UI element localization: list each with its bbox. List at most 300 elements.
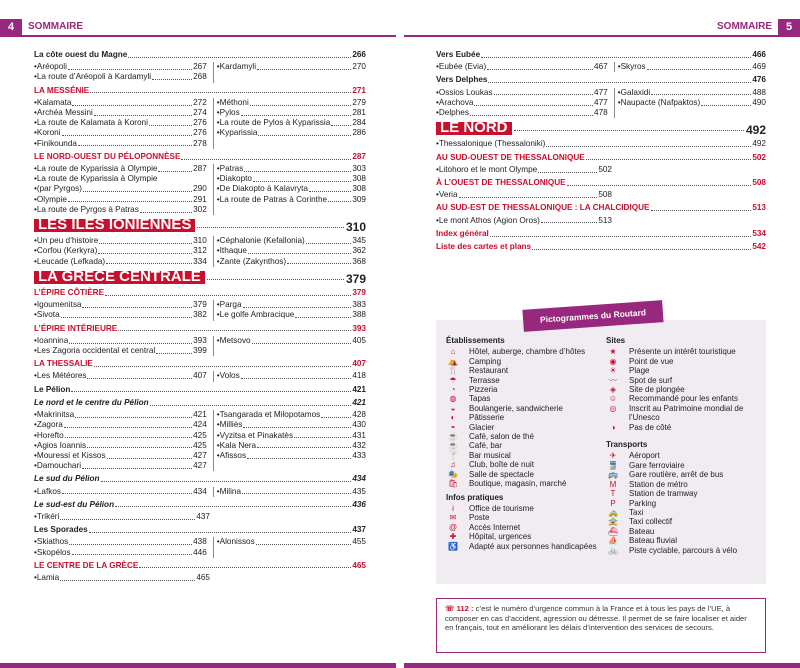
- toc-item-page: 490: [752, 97, 766, 107]
- toc-item-label: Trikéri: [36, 511, 60, 521]
- section-messenie-col1: [34, 98, 207, 149]
- toc-item-leader: [68, 62, 192, 70]
- toc-item-bullet: •: [34, 174, 37, 184]
- toc-item-leader: [331, 118, 351, 126]
- section-cartes-leader: [532, 242, 751, 250]
- toc-item-leader: [149, 118, 192, 126]
- toc-item-bullet: •: [436, 164, 439, 174]
- toc-item-leader: [69, 537, 192, 545]
- transports-item: [606, 480, 764, 489]
- toc-item-leader: [252, 336, 352, 344]
- section-nordouest: [34, 152, 366, 162]
- etab-icon: ⛺: [448, 356, 458, 366]
- toc-item-page: 399: [193, 346, 207, 356]
- toc-item: [34, 512, 210, 522]
- toc-item: [217, 451, 366, 461]
- sites-icon: ◎: [609, 403, 617, 413]
- transports-label: Aéroport: [629, 451, 660, 461]
- toc-item-leader: [78, 139, 192, 147]
- toc-item-page: 469: [752, 62, 766, 72]
- toc-item-label: La route de Kalamata à Koroni: [36, 118, 148, 128]
- toc-item-bullet: •: [216, 300, 220, 310]
- toc-item-bullet: •: [34, 310, 37, 320]
- toc-item-label: Méthoni: [219, 97, 249, 107]
- section-centre-label: LE CENTRE DE LA GRÈCE: [34, 560, 139, 570]
- toc-item-label: Kyparissia: [219, 128, 258, 138]
- sites-icon: ☺: [608, 394, 618, 404]
- toc-item-label: Corfou (Kerkyra): [36, 246, 98, 256]
- toc-item: [34, 300, 207, 310]
- toc-item-label: La route de Kyparissia à Olympie: [36, 174, 158, 184]
- toc-item-leader: [156, 346, 192, 354]
- section-centre-items: [34, 573, 366, 583]
- toc-item-leader: [75, 410, 192, 418]
- pictogrammes-title: Pictogrammes du Routard: [522, 300, 663, 332]
- section-ioniennes-col2: [213, 236, 366, 267]
- toc-item-leader: [257, 441, 351, 449]
- toc-item-leader: [62, 487, 192, 495]
- toc-item-page: 405: [352, 335, 366, 345]
- toc-item-page: 433: [352, 450, 366, 460]
- toc-item-label: Horefto: [36, 430, 64, 440]
- section-ouest-label: À L’OUEST DE THESSALONIQUE: [436, 178, 566, 188]
- section-sudouest-leader: [586, 153, 752, 161]
- toc-item-label: Kalamata: [36, 97, 72, 107]
- etab-title: Établissements: [446, 336, 505, 345]
- toc-item-label: Afissos: [219, 450, 247, 460]
- toc-item-page: 345: [352, 236, 366, 246]
- toc-item-page: 308: [352, 184, 366, 194]
- toc-item-label: Olympie: [36, 194, 67, 204]
- toc-item-bullet: •: [34, 300, 37, 310]
- toc-item-leader: [474, 98, 593, 106]
- toc-item-leader: [487, 62, 593, 70]
- toc-item-label: Milina: [219, 486, 242, 496]
- toc-item-page: 428: [352, 410, 366, 420]
- toc-item: [34, 128, 207, 138]
- section-magne-col1: [34, 62, 207, 82]
- toc-item: [436, 98, 608, 108]
- transports-icon: ⛴: [607, 526, 619, 536]
- toc-item-page: 312: [193, 246, 207, 256]
- toc-item: [217, 310, 366, 320]
- toc-item-leader: [257, 62, 351, 70]
- toc-item-page: 427: [193, 450, 207, 460]
- sites-icon: ◈: [609, 385, 617, 395]
- section-delphes-page: 476: [752, 75, 766, 85]
- section-sud-label: Le sud du Pélion: [34, 474, 100, 484]
- etab-item: [446, 404, 606, 413]
- transports-item: [606, 536, 764, 545]
- section-chalcidique-items: [436, 216, 766, 226]
- right-page-toc: [436, 47, 766, 252]
- toc-item-bullet: •: [436, 139, 439, 149]
- etab-label: Boutique, magasin, marché: [469, 479, 567, 489]
- section-centre-col1: [34, 573, 210, 583]
- toc-item-page: 270: [352, 62, 366, 72]
- toc-item-label: Les Zagoria occidental et central: [36, 346, 156, 356]
- toc-item-bullet: •: [34, 410, 37, 420]
- section-index-page: 534: [752, 228, 766, 238]
- transports-icon: 🚕: [608, 507, 618, 517]
- toc-item-leader: [64, 420, 192, 428]
- toc-item-label: Skiathos: [36, 537, 69, 547]
- section-centrale-page: 379: [345, 271, 366, 286]
- footer-bar-right: [404, 663, 800, 668]
- toc-item-label: Naupacte (Nafpaktos): [620, 97, 701, 107]
- toc-item-bullet: •: [34, 572, 37, 582]
- note-text: c’est le numéro d’urgence commun à la France et à tous les pays de l’UE, à composer en cas d’accident, agression ou détresse. Il permet de se faire localiser et aider en français, tout en améliorant les délais d’intervention des services de secours.: [445, 604, 747, 633]
- section-sudest-label: Le sud-est du Pélion: [34, 499, 115, 509]
- toc-item-label: Ithaque: [219, 246, 247, 256]
- toc-item-label: Delphes: [438, 108, 469, 118]
- sites-item: [606, 394, 764, 403]
- toc-item-page: 308: [352, 174, 366, 184]
- transports-label: Bateau fluvial: [629, 536, 678, 546]
- section-eubee-leader: [481, 50, 751, 58]
- toc-item-page: 286: [352, 128, 366, 138]
- section-nord-label: LE NORD: [436, 122, 512, 135]
- section-sudest-page: 436: [352, 499, 366, 509]
- toc-item: [34, 346, 207, 356]
- toc-item-bullet: •: [216, 486, 220, 496]
- section-sporades-col1: [34, 537, 207, 557]
- left-page-toc: [34, 47, 366, 583]
- toc-item-bullet: •: [34, 511, 37, 521]
- toc-item-bullet: •: [216, 194, 220, 204]
- section-nordcentre-col1: [34, 410, 207, 471]
- toc-item-leader: [68, 195, 192, 203]
- toc-item-label: Tsangarada et Milopotamos: [219, 410, 321, 420]
- toc-item: [34, 441, 207, 451]
- toc-item-leader: [242, 487, 351, 495]
- toc-item-bullet: •: [216, 174, 220, 184]
- section-delphes: [436, 75, 766, 85]
- toc-item: [436, 216, 612, 226]
- toc-item-page: 492: [752, 139, 766, 149]
- section-delphes-col1: [436, 88, 608, 119]
- transports-item: [606, 470, 764, 479]
- section-messenie: [34, 86, 366, 96]
- toc-item: [217, 118, 366, 128]
- toc-item: [217, 62, 366, 72]
- section-ioniennes-label: LES ÎLES IONIENNES: [34, 219, 195, 232]
- etab-label: Terrasse: [469, 375, 500, 385]
- toc-item-page: 488: [752, 87, 766, 97]
- toc-item-page: 287: [193, 164, 207, 174]
- infos-item: [446, 504, 606, 513]
- toc-item-label: Le mont Athos (Agion Oros): [438, 215, 540, 225]
- toc-item-label: Thessalonique (Thessaloniki): [438, 139, 546, 149]
- toc-item-bullet: •: [216, 236, 220, 246]
- sites-icon: ★: [609, 347, 617, 357]
- toc-item-leader: [459, 190, 598, 198]
- etab-item: [446, 441, 606, 450]
- toc-item-page: 382: [193, 310, 207, 320]
- sites-icon: ☀: [609, 366, 617, 376]
- toc-item: [34, 139, 207, 149]
- toc-item-label: Lamia: [36, 572, 60, 582]
- page-number-left: 4: [0, 19, 22, 35]
- toc-item-bullet: •: [34, 461, 37, 471]
- sites-label: Point de vue: [629, 356, 674, 366]
- section-sudouest-label: AU SUD-OUEST DE THESSALONIQUE: [436, 152, 585, 162]
- toc-item-page: 430: [352, 420, 366, 430]
- toc-item-leader: [546, 139, 751, 147]
- toc-item-leader: [83, 184, 192, 192]
- toc-item-leader: [294, 431, 351, 439]
- toc-item-leader: [152, 72, 192, 80]
- toc-item: [217, 300, 366, 310]
- section-cotiere-page: 379: [352, 288, 366, 298]
- toc-item-label: Patras: [219, 164, 244, 174]
- toc-item: [34, 98, 207, 108]
- section-centre: [34, 561, 366, 571]
- section-pelion-leader: [71, 385, 351, 393]
- section-cotiere-items: [34, 300, 366, 320]
- section-sud-items: [34, 487, 366, 497]
- toc-item-leader: [65, 431, 192, 439]
- section-cotiere-col1: [34, 300, 207, 320]
- toc-item-leader: [244, 164, 351, 172]
- toc-item-bullet: •: [34, 420, 37, 430]
- section-sporades-leader: [89, 525, 352, 533]
- toc-item-label: Lafkos: [36, 486, 61, 496]
- etab-item: [446, 366, 606, 375]
- toc-item-bullet: •: [34, 118, 37, 128]
- infos-icon: @: [448, 522, 458, 532]
- emergency-note: [436, 598, 766, 653]
- transports-label: Taxi: [629, 507, 644, 517]
- transports-item: [606, 546, 764, 555]
- section-sudest: [34, 500, 366, 510]
- toc-item-label: Zante (Zakynthos): [219, 256, 287, 266]
- toc-item-label: Alonissos: [219, 537, 255, 547]
- toc-item-bullet: •: [34, 486, 37, 496]
- section-sudouest-items: [436, 165, 766, 175]
- section-pelion-page: 421: [352, 384, 366, 394]
- section-eubee-page: 466: [752, 50, 766, 59]
- toc-item: [34, 371, 207, 381]
- toc-item: [217, 184, 366, 194]
- toc-item-bullet: •: [34, 194, 37, 204]
- infos-icon: ✉: [449, 513, 457, 523]
- toc-item-page: 388: [352, 310, 366, 320]
- section-centre-leader: [139, 561, 351, 569]
- section-thessalie-leader: [94, 359, 351, 367]
- etab-icon: 🍸: [448, 450, 458, 460]
- toc-item: [34, 195, 207, 205]
- section-ioniennes-col1: [34, 236, 207, 267]
- section-nordcentre-page: 421: [352, 397, 366, 407]
- toc-item-page: 418: [352, 371, 366, 381]
- section-pelion: [34, 385, 366, 395]
- toc-item-leader: [258, 128, 351, 136]
- etab-icon: 🍴: [448, 366, 458, 376]
- etab-label: Restaurant: [469, 366, 509, 376]
- infos-icon: i: [452, 503, 454, 513]
- toc-item-label: Leucade (Lefkada): [36, 256, 106, 266]
- toc-item-page: 513: [598, 215, 612, 225]
- section-interieure-label: L’ÉPIRE INTÉRIEURE: [34, 323, 118, 333]
- toc-item: [618, 88, 766, 98]
- toc-item-bullet: •: [216, 420, 220, 430]
- toc-item-page: 279: [352, 97, 366, 107]
- section-messenie-label: LA MESSÉNIE: [34, 85, 90, 95]
- section-cartes-page: 542: [752, 242, 766, 252]
- section-delphes-col2: [614, 88, 766, 119]
- toc-item-bullet: •: [34, 346, 37, 356]
- section-ouest-page: 508: [752, 178, 766, 188]
- footer-bar-left: [0, 663, 396, 668]
- toc-item-page: 477: [594, 87, 608, 97]
- toc-item-bullet: •: [436, 87, 439, 97]
- sites-item: [606, 376, 764, 385]
- sites-label: Spot de surf: [629, 375, 673, 385]
- toc-item-bullet: •: [34, 184, 37, 194]
- section-thessalie-items: [34, 371, 366, 381]
- toc-item-label: La route de Pyrgos à Patras: [36, 204, 139, 214]
- section-sudest-items: [34, 512, 366, 522]
- etab-icon: ◔: [450, 385, 456, 395]
- toc-item-label: Galaxidi: [620, 87, 651, 97]
- toc-item-leader: [107, 451, 193, 459]
- toc-item-leader: [247, 451, 351, 459]
- section-eubee-col1: [436, 62, 608, 72]
- etab-label: Pâtisserie: [469, 413, 505, 423]
- toc-item-page: 432: [352, 440, 366, 450]
- toc-item-leader: [470, 108, 593, 116]
- section-interieure-col1: [34, 336, 207, 356]
- etab-icon: ⌂: [450, 347, 456, 357]
- section-thessalie: [34, 359, 366, 369]
- section-cotiere-col2: [213, 300, 366, 320]
- section-nordouest-label: LE NORD-OUEST DU PÉLOPONNÈSE: [34, 151, 181, 161]
- toc-item-page: 431: [352, 430, 366, 440]
- note-phone: ☏ 112 :: [445, 604, 474, 613]
- section-sud-col2: [213, 487, 366, 497]
- toc-item-leader: [72, 548, 193, 556]
- toc-item-label: Arachova: [438, 97, 474, 107]
- toc-item: [34, 310, 207, 320]
- toc-item: [34, 184, 207, 194]
- toc-item: [34, 431, 207, 441]
- sites-icon: ◑: [610, 422, 616, 432]
- toc-item-page: 435: [352, 486, 366, 496]
- toc-item-label: Litohoro et le mont Olympe: [438, 164, 538, 174]
- infos-title: Infos pratiques: [446, 492, 504, 502]
- toc-item-bullet: •: [617, 62, 621, 72]
- header-title-left: SOMMAIRE: [28, 21, 83, 32]
- section-eubee: [436, 50, 766, 60]
- transports-icon: 🚌: [608, 470, 618, 480]
- etab-label: Club, boîte de nuit: [469, 460, 534, 470]
- toc-item-page: 467: [594, 62, 608, 72]
- etab-label: Pizzeria: [469, 385, 498, 395]
- section-nordouest-items: [34, 164, 366, 215]
- toc-item-page: 276: [193, 118, 207, 128]
- toc-item-bullet: •: [617, 97, 621, 107]
- section-nordouest-page: 287: [352, 151, 366, 161]
- toc-item-leader: [60, 512, 195, 520]
- section-ouest: [436, 178, 766, 188]
- toc-item: [217, 441, 366, 451]
- transports-label: Piste cyclable, parcours à vélo: [629, 545, 738, 555]
- toc-item-bullet: •: [216, 184, 220, 194]
- sites-title: Sites: [606, 336, 626, 345]
- toc-item-page: 455: [352, 537, 366, 547]
- toc-item-label: Kardamyli: [219, 62, 257, 72]
- sites-label: Inscrit au Patrimoine mondial de l’Unesco: [629, 403, 744, 423]
- infos-item: [446, 542, 606, 551]
- toc-item-leader: [243, 300, 352, 308]
- transports-label: Gare routière, arrêt de bus: [629, 470, 724, 480]
- toc-item-leader: [99, 236, 192, 244]
- etab-item: [446, 394, 606, 403]
- toc-item: [217, 195, 366, 205]
- toc-item-leader: [306, 236, 352, 244]
- toc-item: [217, 410, 366, 420]
- toc-item-bullet: •: [617, 87, 621, 97]
- section-sud: [34, 474, 366, 484]
- toc-item-page: 268: [193, 72, 207, 82]
- toc-item-label: Les Météores: [36, 371, 87, 381]
- etab-item: [446, 423, 606, 432]
- section-sudest-leader: [115, 500, 351, 508]
- section-nord: [436, 119, 766, 138]
- section-ouest-leader: [567, 178, 752, 186]
- toc-item: [217, 128, 366, 138]
- toc-item-leader: [328, 195, 351, 203]
- section-thessalie-col2: [213, 371, 366, 381]
- toc-item-leader: [87, 441, 192, 449]
- toc-item-bullet: •: [436, 215, 439, 225]
- toc-item-bullet: •: [34, 97, 37, 107]
- sites-item: [606, 366, 764, 375]
- toc-item: [217, 108, 366, 118]
- infos-label: Adapté aux personnes handicapées: [469, 541, 597, 551]
- etab-label: Glacier: [469, 422, 495, 432]
- toc-item-page: 368: [352, 256, 366, 266]
- toc-item-leader: [541, 216, 597, 224]
- toc-item: [217, 174, 366, 184]
- toc-item-bullet: •: [436, 190, 439, 200]
- transports-item: [606, 527, 764, 536]
- transports-title: Transports: [606, 440, 648, 450]
- toc-item-label: Vyzitsa et Pinakatès: [219, 430, 294, 440]
- toc-item-leader: [158, 164, 192, 172]
- sites-icon: ◉: [609, 356, 617, 366]
- toc-item-label: Ossios Loukas: [438, 87, 493, 97]
- toc-item-bullet: •: [34, 236, 37, 246]
- toc-item-label: Le golfe Ambracique: [219, 310, 295, 320]
- section-magne-page: 266: [352, 50, 366, 59]
- infos-label: Hôpital, urgences: [469, 532, 532, 542]
- toc-item-leader: [250, 98, 352, 106]
- section-cartes-label: Liste des cartes et plans: [436, 242, 532, 252]
- etab-icon: ◓: [450, 422, 456, 432]
- transports-label: Station de tramway: [629, 489, 698, 499]
- infos-label: Office de tourisme: [469, 503, 534, 513]
- etab-item: [446, 432, 606, 441]
- toc-item: [34, 174, 207, 184]
- toc-item-bullet: •: [436, 62, 439, 72]
- toc-item-bullet: •: [34, 256, 37, 266]
- toc-item-bullet: •: [34, 246, 37, 256]
- toc-item-page: 438: [193, 537, 207, 547]
- section-sudouest-page: 502: [752, 152, 766, 162]
- toc-item-bullet: •: [34, 547, 37, 557]
